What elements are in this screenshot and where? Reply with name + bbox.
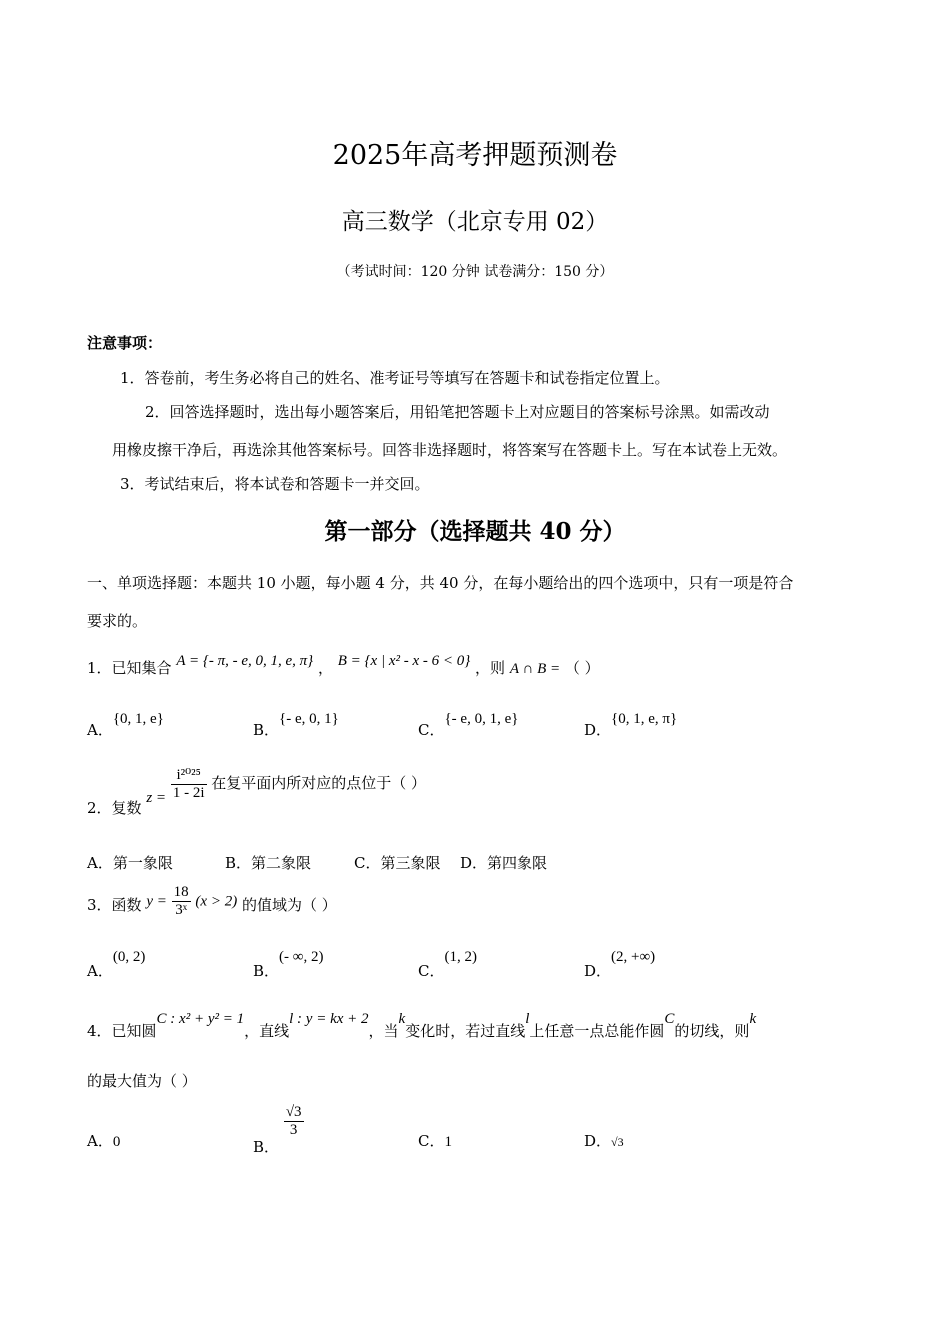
option-label: A． — [87, 1132, 113, 1150]
option-label: D． — [460, 854, 488, 872]
option-d — [584, 1130, 624, 1151]
notice-item-2: 2．回答选择题时，选出每小题答案后，用铅笔把答题卡上对应题目的答案标号涂黑。如需改动 — [145, 403, 770, 421]
y-label: y = — [146, 893, 167, 910]
option-d — [460, 852, 547, 873]
section-instruction-cont: 要求的。 — [87, 612, 148, 630]
option-value: (- ∞, 2) — [279, 949, 324, 965]
notice-item-3: 3．考试结束后，将本试卷和答题卡一并交回。 — [120, 475, 430, 493]
option-d — [584, 949, 656, 981]
option-a — [87, 852, 173, 873]
notice-item-2-cont: 用橡皮擦干净后，再选涂其他答案标号。回答非选择题时，将答案写在答题卡上。写在本试卷上无效。 — [112, 441, 788, 459]
question-1-stem — [87, 653, 600, 678]
text-segment: ，当 — [368, 1022, 399, 1040]
option-label: B． — [253, 962, 280, 980]
option-value: √3 — [611, 1135, 624, 1149]
option-c — [418, 711, 519, 740]
option-b — [253, 1104, 304, 1156]
option-value: 第三象限 — [380, 854, 441, 872]
text-segment: 的切线，则 — [674, 1022, 750, 1040]
fraction-numerator: 18 — [173, 884, 189, 900]
option-value: 第二象限 — [251, 854, 312, 872]
option-label: B． — [225, 854, 252, 872]
option-label: B． — [253, 1137, 280, 1156]
option-label: A． — [87, 854, 113, 872]
answer-paren: （ ） — [564, 659, 600, 677]
line-equation: l : y = kx + 2 — [289, 1011, 369, 1027]
option-value: 1 — [444, 1134, 452, 1150]
option-a — [87, 949, 146, 981]
comma: ， — [317, 659, 333, 677]
option-label: C． — [418, 721, 445, 739]
question-1-tail: ，则 — [475, 659, 506, 677]
question-4-stem-cont: 的最大值为（ ） — [87, 1072, 197, 1090]
paper-subtitle: 高三数学（北京专用 02） — [341, 209, 609, 235]
var-k: k — [749, 1011, 757, 1027]
option-d — [584, 711, 678, 740]
option-value: 第四象限 — [487, 854, 548, 872]
option-label: C． — [354, 854, 381, 872]
paper-title: 2025年高考押题预测卷 — [332, 140, 618, 171]
z-label: z = — [146, 789, 167, 806]
option-value: (1, 2) — [444, 949, 477, 965]
option-value: {0, 1, e, π} — [611, 711, 678, 727]
option-c — [418, 1130, 452, 1151]
function-fraction — [172, 884, 191, 919]
question-3-stem — [87, 884, 337, 919]
option-value: (0, 2) — [112, 949, 146, 965]
question-2-number: 2．复数 — [87, 798, 142, 817]
fraction-numerator: i²⁰²⁵ — [171, 765, 207, 785]
option-label: C． — [418, 962, 445, 980]
question-3-number: 3．函数 — [87, 895, 142, 914]
option-a — [87, 1130, 120, 1151]
question-1-number: 1．已知集合 — [87, 659, 172, 677]
exam-info: （考试时间：120 分钟 试卷满分：150 分） — [336, 264, 614, 280]
notice-item-1: 1．答卷前，考生务必将自己的姓名、准考证号等填写在答题卡和试卷指定位置上。 — [120, 369, 670, 387]
notice-heading: 注意事项： — [87, 334, 163, 352]
question-4-number: 4．已知圆 — [87, 1022, 157, 1040]
fraction-numerator: √3 — [285, 1104, 302, 1120]
question-2-tail: 在复平面内所对应的点位于（ ） — [211, 773, 427, 792]
question-3-tail: 的值域为（ ） — [241, 895, 337, 914]
var-c: C — [664, 1011, 675, 1027]
option-label: D． — [584, 1132, 612, 1150]
option-b — [253, 711, 339, 740]
option-b — [253, 949, 324, 981]
option-label: C． — [418, 1132, 445, 1150]
option-a — [87, 711, 164, 740]
domain-condition: (x > 2) — [195, 893, 238, 910]
circle-equation: C : x² + y² = 1 — [156, 1011, 245, 1027]
option-label: B． — [253, 721, 280, 739]
option-value: 第一象限 — [112, 854, 173, 872]
option-label: D． — [584, 721, 612, 739]
set-a: A = {- π, - e, 0, 1, e, π} — [176, 653, 314, 669]
option-value: {- e, 0, 1, e} — [444, 711, 519, 727]
option-fraction — [284, 1104, 304, 1139]
option-c — [418, 949, 477, 981]
option-c — [354, 852, 441, 873]
fraction-denominator: 3ˣ — [175, 902, 188, 918]
var-l: l — [525, 1011, 530, 1027]
question-2-stem — [87, 765, 427, 817]
complex-fraction — [171, 765, 207, 802]
text-segment: 变化时，若过直线 — [405, 1022, 526, 1040]
option-value: (2, +∞) — [611, 949, 656, 965]
intersection-expr: A ∩ B = — [509, 661, 561, 677]
option-value: {0, 1, e} — [112, 711, 164, 727]
option-value: 0 — [112, 1134, 121, 1150]
set-b: B = {x | x² - x - 6 < 0} — [337, 653, 471, 669]
section-instruction: 一、单项选择题：本题共 10 小题，每小题 4 分，共 40 分，在每小题给出的四个选项中，只有一项是符合 — [87, 574, 794, 592]
var-k: k — [398, 1011, 406, 1027]
option-b — [225, 852, 311, 873]
fraction-denominator: 1 - 2i — [172, 785, 205, 801]
option-value: {- e, 0, 1} — [279, 711, 339, 727]
section-title: 第一部分（选择题共 40 分） — [324, 518, 626, 545]
option-label: D． — [584, 962, 612, 980]
option-label: A． — [87, 721, 113, 739]
text-segment: ，直线 — [244, 1022, 290, 1040]
option-label: A． — [87, 962, 113, 980]
question-4-stem — [87, 1011, 757, 1041]
fraction-denominator: 3 — [289, 1122, 298, 1138]
text-segment: 上任意一点总能作圆 — [529, 1022, 665, 1040]
